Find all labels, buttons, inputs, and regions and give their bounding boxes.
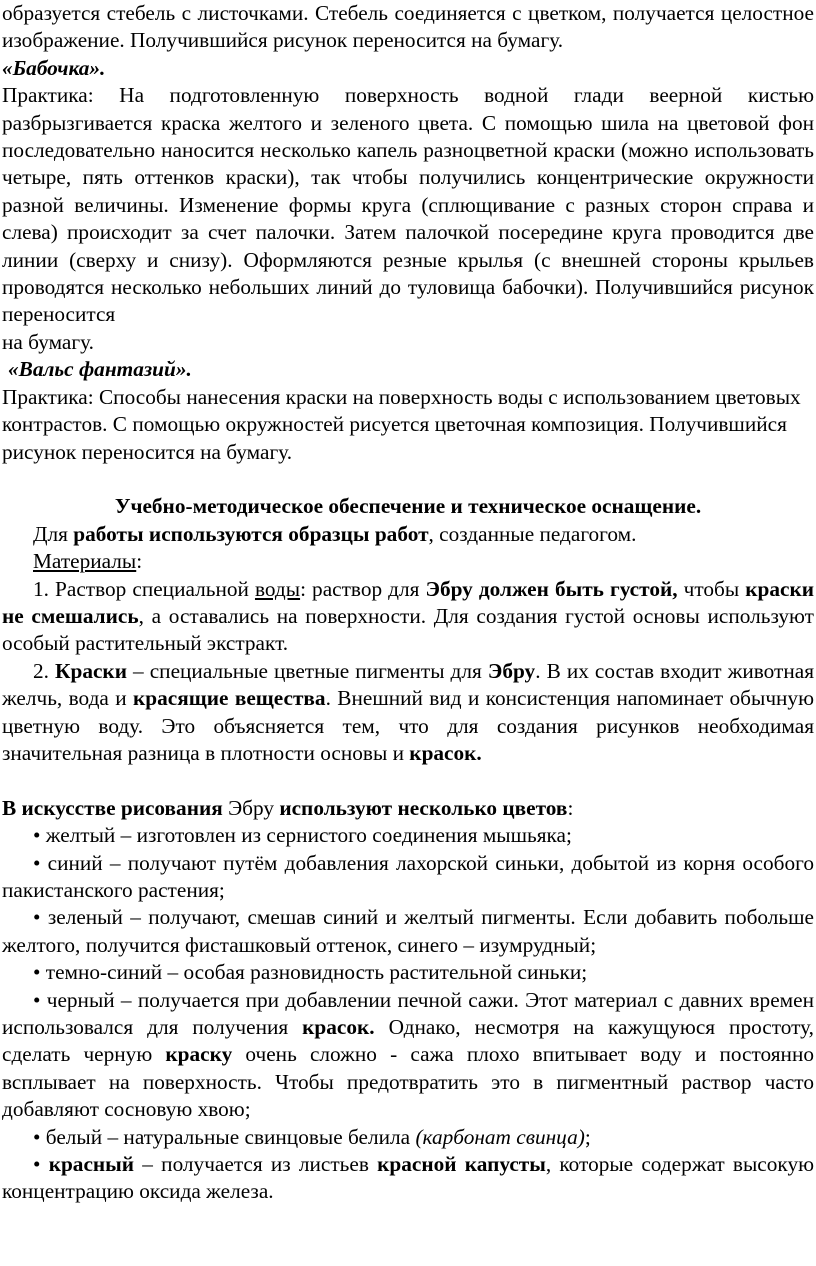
samples-text-c: , созданные педагогом.: [428, 521, 637, 546]
red-c: – получается из листьев: [134, 1152, 378, 1177]
item2-a: 2.: [33, 658, 56, 683]
waltz-title: «Вальс фантазий».: [8, 357, 192, 382]
colors-intro-d: :: [567, 795, 574, 820]
samples-text-bold: работы используются образцы работ: [73, 521, 429, 546]
item1-e: чтобы: [677, 576, 746, 601]
black-paint: краску: [165, 1042, 233, 1067]
white-a: • белый – натуральные свинцовые белила: [33, 1124, 416, 1149]
item2-paints: Краски: [55, 658, 127, 683]
red-e: , которые содержат высокую концентрацию оксида железа.: [2, 1152, 814, 1204]
waltz-practice: Практика: Способы нанесения краски на поверхность воды с использованием цветовых контрастов. С помощью окружностей рисуется цветочная композиция. Получившийся рисунок переносится на бумагу.: [2, 384, 801, 464]
color-blue: • синий – получают путём добавления лахорской синьки, добытой из корня особого пакистанского растения;: [2, 850, 814, 902]
item1-ebru-thick: Эбру должен быть густой,: [425, 576, 678, 601]
butterfly-practice-end: на бумагу.: [2, 329, 94, 354]
item1-no-mix: краски не смешались: [2, 576, 814, 628]
color-dark-blue: • темно-синий – особая разновидность растительной синьки;: [33, 960, 588, 985]
materials-item-2: [2, 658, 814, 768]
colors-intro-b: Эбру: [222, 795, 280, 820]
item2-g: . Внешний вид и консистенция напоминает обычную цветную воду. Это объясняется тем, что для создания рисунков необходимая значительная разница в плотности основы и: [2, 686, 814, 765]
item1-water: воды: [254, 576, 301, 601]
black-a: • черный – получается при добавлении печной сажи. Этот материал с давних времен использовался для получения: [2, 987, 814, 1039]
red-label: красный: [48, 1152, 135, 1177]
black-c: Однако, несмотря на кажущуюся простоту, сделать черную: [2, 1015, 814, 1067]
red-a: •: [33, 1152, 49, 1177]
materials-colon: :: [136, 549, 143, 574]
butterfly-practice: Практика: На подготовленную поверхность водной глади веерной кистью разбрызгивается краска желтого и зеленого цвета. С помощью шила на цветовой фон последовательно наносится несколько капель разноцветной краски (можно использовать четыре, пять оттенков краски), так чтобы получились концентрические окружности разной величины. Изменение формы круга (сплющивание с разных сторон справа и слева) происходит за счет палочки. Затем палочкой посередине круга проводится две линии (сверху и снизу). Оформляются резные крылья (с внешней стороны крыльев проводятся несколько небольших линий до туловища бабочки). Получившийся рисунок переносится: [2, 83, 814, 327]
color-white: [2, 1124, 814, 1151]
red-cabbage: красной капусты: [377, 1152, 546, 1177]
item2-paints-end: красок.: [409, 740, 482, 765]
color-yellow: • желтый – изготовлен из сернистого соединения мышьяка;: [33, 823, 572, 848]
spacer: [2, 767, 814, 794]
item1-c: : раствор для: [300, 576, 426, 601]
color-red: [2, 1151, 814, 1206]
black-e: очень сложно - сажа плохо впитывает воду и постоянно всплывает на поверхность. Чтобы предотвратить это в пигментный раствор часто добавляют сосновую хвою;: [2, 1042, 814, 1122]
samples-line: [2, 521, 814, 548]
intro-paragraph: образуется стебель с листочками. Стебель соединяется с цветком, получается целостное изображение. Получившийся рисунок переносится на бумагу.: [2, 1, 814, 53]
colors-intro-a: В искусстве рисования: [2, 795, 223, 820]
samples-text-a: Для: [33, 521, 74, 546]
color-black: [2, 987, 814, 1124]
colors-intro-c: используют несколько цветов: [279, 795, 568, 820]
item2-c: – специальные цветные пигменты для: [126, 658, 488, 683]
item2-e: . В их состав входит животная желчь, вода и: [2, 658, 814, 711]
black-paints: красок.: [302, 1015, 375, 1039]
materials-item-1: [2, 576, 814, 658]
support-heading: Учебно-методическое обеспечение и техническое оснащение.: [114, 494, 702, 519]
materials-line: [2, 548, 814, 575]
white-c: ;: [584, 1124, 591, 1149]
color-green: • зеленый – получают, смешав синий и желтый пигменты. Если добавить побольше желтого, получится фисташковый оттенок, синего – изумрудный;: [2, 905, 814, 957]
item1-g: , а оставались на поверхности. Для создания густой основы используют особый растительный экстракт.: [2, 603, 814, 656]
butterfly-title: «Бабочка».: [2, 55, 106, 80]
white-carbonate: (карбонат свинца): [415, 1124, 585, 1149]
item2-coloring: красящие вещества: [133, 686, 326, 711]
item1-a: 1. Раствор специальной: [33, 576, 255, 601]
item2-ebru: Эбру: [487, 658, 536, 683]
colors-intro: [2, 795, 814, 822]
materials-label: Материалы: [33, 549, 137, 574]
spacer: [2, 466, 814, 493]
